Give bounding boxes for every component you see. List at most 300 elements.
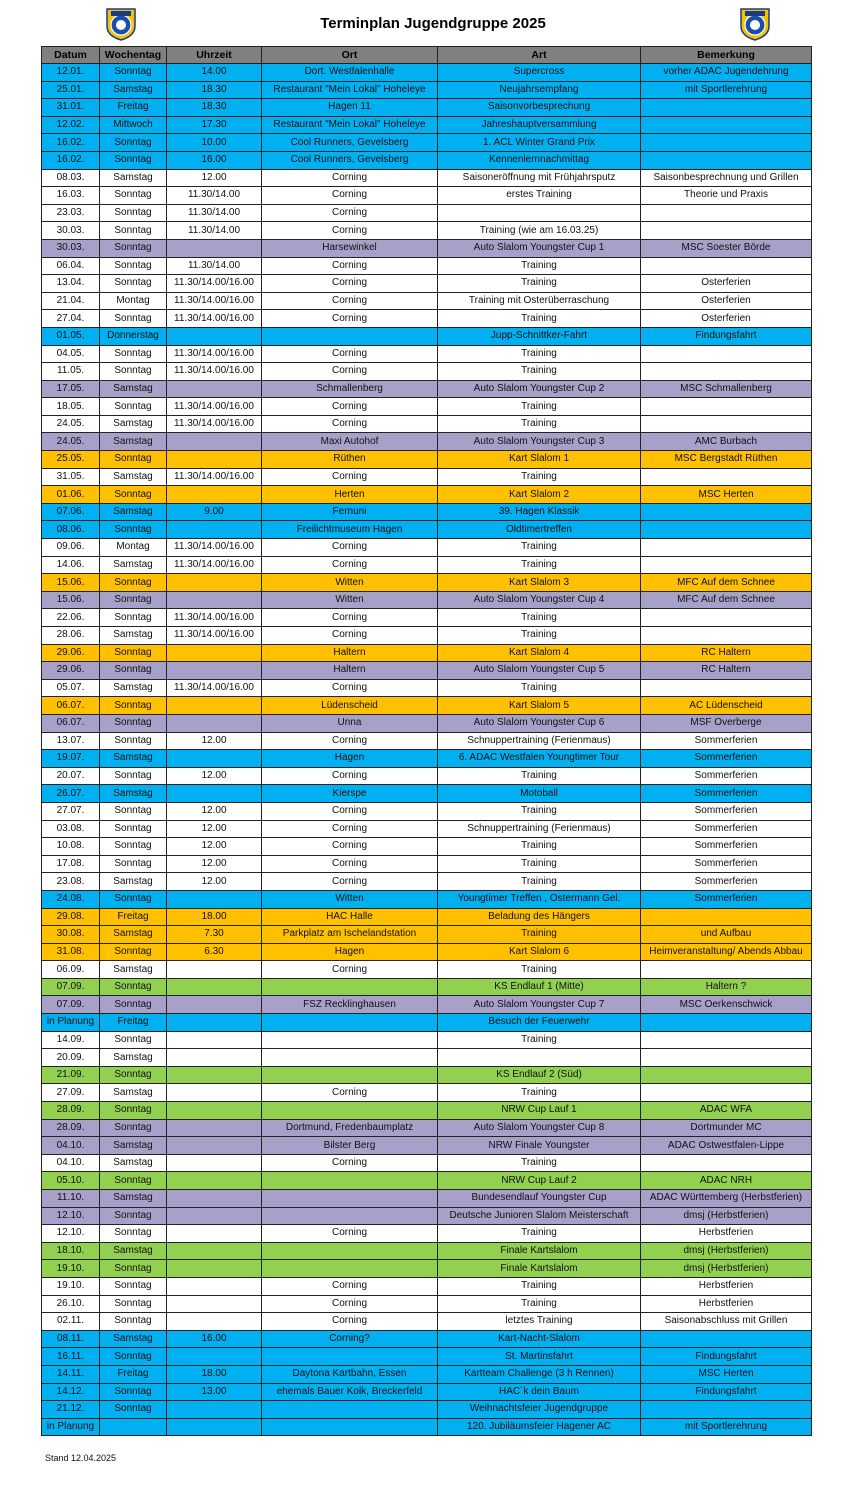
table-row (42, 1207, 812, 1225)
date-cell: 12.10. (42, 1225, 100, 1243)
date-cell: 14.09. (42, 1031, 100, 1049)
remark-cell: Findungsfahrt (641, 1348, 812, 1366)
location-cell: Corning (262, 292, 438, 310)
table-row (42, 1137, 812, 1155)
remark-cell: ADAC NRH (641, 1172, 812, 1190)
remark-cell (641, 1014, 812, 1032)
time-cell: 12.00 (167, 820, 262, 838)
time-cell: 11.30/14.00/16.00 (167, 345, 262, 363)
location-cell: Corning (262, 310, 438, 328)
remark-cell (641, 679, 812, 697)
date-cell: 05.10. (42, 1172, 100, 1190)
remark-cell (641, 151, 812, 169)
weekday-cell: Sonntag (100, 644, 167, 662)
table-row (42, 838, 812, 856)
time-cell (167, 978, 262, 996)
date-cell: 26.07. (42, 785, 100, 803)
event-cell: Training (438, 257, 641, 275)
event-cell: Training (438, 802, 641, 820)
weekday-cell: Sonntag (100, 1225, 167, 1243)
remark-cell (641, 908, 812, 926)
table-row (42, 187, 812, 205)
date-cell: 01.06. (42, 486, 100, 504)
event-cell: Training (438, 398, 641, 416)
location-cell: Corning (262, 679, 438, 697)
event-cell: Finale Kartslalom (438, 1260, 641, 1278)
remark-cell: Herbstferien (641, 1225, 812, 1243)
weekday-cell: Freitag (100, 1365, 167, 1383)
event-cell: Auto Slalom Youngster Cup 5 (438, 662, 641, 680)
remark-cell: ADAC WFA (641, 1102, 812, 1120)
remark-cell: Osterferien (641, 292, 812, 310)
location-cell: Haltern (262, 644, 438, 662)
table-row (42, 1084, 812, 1102)
remark-cell: mit Sportlerehrung (641, 1418, 812, 1436)
date-cell: 14.11. (42, 1365, 100, 1383)
table-row (42, 1242, 812, 1260)
club-logo-right-icon (737, 6, 773, 42)
date-cell: 13.04. (42, 275, 100, 293)
date-cell: 01.05. (42, 327, 100, 345)
date-cell: 08.11. (42, 1330, 100, 1348)
event-cell: Bundesendlauf Youngster Cup (438, 1190, 641, 1208)
table-row (42, 222, 812, 240)
weekday-cell: Samstag (100, 785, 167, 803)
table-row (42, 398, 812, 416)
weekday-cell: Samstag (100, 627, 167, 645)
event-cell: Training (438, 1225, 641, 1243)
time-cell: 11.30/14.00/16.00 (167, 292, 262, 310)
event-cell: Training (438, 961, 641, 979)
remark-cell: Findungsfahrt (641, 1383, 812, 1401)
weekday-cell: Sonntag (100, 1207, 167, 1225)
date-cell: 21.09. (42, 1066, 100, 1084)
date-cell: 28.09. (42, 1119, 100, 1137)
event-cell: KS Endlauf 1 (Mitte) (438, 978, 641, 996)
table-row (42, 697, 812, 715)
weekday-cell: Sonntag (100, 1348, 167, 1366)
weekday-cell: Mittwoch (100, 116, 167, 134)
date-cell: 06.07. (42, 697, 100, 715)
location-cell: Corning (262, 556, 438, 574)
date-cell: 19.10. (42, 1260, 100, 1278)
location-cell: ehemals Bauer Kolk, Breckerfeld (262, 1383, 438, 1401)
event-cell: Auto Slalom Youngster Cup 2 (438, 380, 641, 398)
date-cell: 03.08. (42, 820, 100, 838)
weekday-cell: Freitag (100, 908, 167, 926)
time-cell: 11.30/14.00/16.00 (167, 468, 262, 486)
location-cell: Fernuni (262, 503, 438, 521)
date-cell: 09.06. (42, 539, 100, 557)
date-cell: 04.10. (42, 1137, 100, 1155)
date-cell: 14.12. (42, 1383, 100, 1401)
weekday-cell: Sonntag (100, 978, 167, 996)
remark-cell: Sommerferien (641, 767, 812, 785)
event-cell: Kart-Nacht-Slalom (438, 1330, 641, 1348)
table-row (42, 767, 812, 785)
time-cell (167, 1154, 262, 1172)
remark-cell (641, 1066, 812, 1084)
weekday-cell: Sonntag (100, 1313, 167, 1331)
remark-cell: dmsj (Herbstferien) (641, 1260, 812, 1278)
location-cell: Corning (262, 820, 438, 838)
time-cell: 11.30/14.00/16.00 (167, 275, 262, 293)
time-cell: 18.30 (167, 99, 262, 117)
table-row (42, 750, 812, 768)
date-cell: 29.08. (42, 908, 100, 926)
date-cell: 29.06. (42, 662, 100, 680)
location-cell: Kierspe (262, 785, 438, 803)
remark-cell: MSC Schmallenberg (641, 380, 812, 398)
table-row (42, 539, 812, 557)
header-bemerkung: Bemerkung (641, 47, 812, 64)
time-cell (167, 521, 262, 539)
event-cell: Training (wie am 16.03.25) (438, 222, 641, 240)
weekday-cell: Sonntag (100, 239, 167, 257)
date-cell: 06.04. (42, 257, 100, 275)
remark-cell (641, 556, 812, 574)
event-cell: Motoball (438, 785, 641, 803)
weekday-cell: Sonntag (100, 151, 167, 169)
date-cell: 27.04. (42, 310, 100, 328)
table-row (42, 908, 812, 926)
remark-cell: ADAC Ostwestfalen-Lippe (641, 1137, 812, 1155)
location-cell: Witten (262, 574, 438, 592)
remark-cell (641, 1401, 812, 1419)
time-cell: 12.00 (167, 767, 262, 785)
weekday-cell: Sonntag (100, 732, 167, 750)
table-row (42, 151, 812, 169)
table-row (42, 1049, 812, 1067)
time-cell (167, 714, 262, 732)
event-cell: Auto Slalom Youngster Cup 4 (438, 591, 641, 609)
date-cell: 06.07. (42, 714, 100, 732)
weekday-cell: Samstag (100, 1084, 167, 1102)
location-cell: Corning (262, 961, 438, 979)
remark-cell: MSC Herten (641, 486, 812, 504)
event-cell: Besuch der Feuerwehr (438, 1014, 641, 1032)
table-row (42, 714, 812, 732)
remark-cell: Dortmunder MC (641, 1119, 812, 1137)
date-cell: 06.09. (42, 961, 100, 979)
location-cell: Corning (262, 1084, 438, 1102)
event-cell: Kart Slalom 5 (438, 697, 641, 715)
date-cell: 22.06. (42, 609, 100, 627)
location-cell: Bilster Berg (262, 1137, 438, 1155)
table-row (42, 327, 812, 345)
remark-cell: Findungsfahrt (641, 327, 812, 345)
remark-cell: dmsj (Herbstferien) (641, 1242, 812, 1260)
location-cell: Cool Runners, Gevelsberg (262, 151, 438, 169)
remark-cell: Sommerferien (641, 802, 812, 820)
event-cell: Jahreshauptversammlung (438, 116, 641, 134)
time-cell (167, 1014, 262, 1032)
location-cell (262, 1049, 438, 1067)
time-cell (167, 1066, 262, 1084)
event-cell: Training (438, 679, 641, 697)
weekday-cell: Sonntag (100, 943, 167, 961)
event-cell: Auto Slalom Youngster Cup 1 (438, 239, 641, 257)
table-row (42, 415, 812, 433)
date-cell: 23.03. (42, 204, 100, 222)
remark-cell: Sommerferien (641, 820, 812, 838)
table-row (42, 468, 812, 486)
weekday-cell: Sonntag (100, 1102, 167, 1120)
time-cell (167, 785, 262, 803)
table-row (42, 574, 812, 592)
date-cell: 25.01. (42, 81, 100, 99)
weekday-cell: Samstag (100, 415, 167, 433)
location-cell: Dortmund, Fredenbaumplatz (262, 1119, 438, 1137)
remark-cell (641, 99, 812, 117)
date-cell: 27.09. (42, 1084, 100, 1102)
table-row (42, 64, 812, 82)
location-cell: Rüthen (262, 451, 438, 469)
remark-cell: vorher ADAC Jugendehrung (641, 64, 812, 82)
weekday-cell: Samstag (100, 169, 167, 187)
date-cell: 26.10. (42, 1295, 100, 1313)
remark-cell (641, 1049, 812, 1067)
weekday-cell: Sonntag (100, 767, 167, 785)
time-cell (167, 1313, 262, 1331)
location-cell (262, 1014, 438, 1032)
event-cell: NRW Cup Lauf 2 (438, 1172, 641, 1190)
time-cell: 11.30/14.00 (167, 257, 262, 275)
time-cell: 18.00 (167, 908, 262, 926)
remark-cell: AC Lüdenscheid (641, 697, 812, 715)
table-row (42, 239, 812, 257)
date-cell: 07.09. (42, 978, 100, 996)
location-cell: Harsewinkel (262, 239, 438, 257)
time-cell: 11.30/14.00/16.00 (167, 415, 262, 433)
event-cell: Deutsche Junioren Slalom Meisterschaft (438, 1207, 641, 1225)
date-cell: 16.02. (42, 134, 100, 152)
table-row (42, 1277, 812, 1295)
remark-cell: Sommerferien (641, 890, 812, 908)
weekday-cell: Sonntag (100, 521, 167, 539)
table-row (42, 926, 812, 944)
location-cell: Corning (262, 627, 438, 645)
event-cell: NRW Finale Youngster (438, 1137, 641, 1155)
remark-cell: MSF Overberge (641, 714, 812, 732)
date-cell: 19.07. (42, 750, 100, 768)
event-cell: Beladung des Hängers (438, 908, 641, 926)
remark-cell (641, 363, 812, 381)
date-cell: 10.08. (42, 838, 100, 856)
table-row (42, 556, 812, 574)
location-cell: Corning (262, 1295, 438, 1313)
table-row (42, 1014, 812, 1032)
table-row (42, 855, 812, 873)
schedule-table (41, 46, 812, 1436)
remark-cell (641, 257, 812, 275)
event-cell: Training (438, 539, 641, 557)
location-cell: Corning (262, 187, 438, 205)
time-cell (167, 644, 262, 662)
weekday-cell: Samstag (100, 468, 167, 486)
location-cell: Dort. Westfalenhalle (262, 64, 438, 82)
header-datum: Datum (42, 47, 100, 64)
event-cell: Kart Slalom 6 (438, 943, 641, 961)
location-cell (262, 1418, 438, 1436)
location-cell (262, 1172, 438, 1190)
location-cell: Corning (262, 1154, 438, 1172)
location-cell: Corning (262, 802, 438, 820)
location-cell: Corning (262, 732, 438, 750)
time-cell: 16.00 (167, 151, 262, 169)
remark-cell: MFC Auf dem Schnee (641, 574, 812, 592)
weekday-cell: Sonntag (100, 64, 167, 82)
date-cell: 21.12. (42, 1401, 100, 1419)
time-cell (167, 380, 262, 398)
weekday-cell: Sonntag (100, 574, 167, 592)
time-cell (167, 1137, 262, 1155)
event-cell: Training (438, 609, 641, 627)
event-cell: Oldtimertreffen (438, 521, 641, 539)
remark-cell: RC Haltern (641, 644, 812, 662)
date-cell: 15.06. (42, 591, 100, 609)
date-cell: 28.09. (42, 1102, 100, 1120)
date-cell: 28.06. (42, 627, 100, 645)
date-cell: 07.09. (42, 996, 100, 1014)
time-cell: 11.30/14.00/16.00 (167, 398, 262, 416)
remark-cell: Saisonbesprechnung und Grillen (641, 169, 812, 187)
table-row (42, 591, 812, 609)
weekday-cell: Sonntag (100, 1383, 167, 1401)
location-cell: Corning (262, 169, 438, 187)
date-cell: 12.01. (42, 64, 100, 82)
table-row (42, 1401, 812, 1419)
time-cell: 11.30/14.00/16.00 (167, 363, 262, 381)
time-cell (167, 1260, 262, 1278)
weekday-cell: Sonntag (100, 714, 167, 732)
table-row (42, 275, 812, 293)
table-row (42, 1365, 812, 1383)
time-cell (167, 451, 262, 469)
date-cell: 11.10. (42, 1190, 100, 1208)
event-cell: HAC´k dein Baum (438, 1383, 641, 1401)
remark-cell (641, 1154, 812, 1172)
location-cell: Corning (262, 539, 438, 557)
location-cell (262, 978, 438, 996)
table-row (42, 1295, 812, 1313)
table-row (42, 310, 812, 328)
weekday-cell: Sonntag (100, 1031, 167, 1049)
time-cell (167, 327, 262, 345)
table-row (42, 1348, 812, 1366)
remark-cell (641, 116, 812, 134)
time-cell (167, 433, 262, 451)
table-row (42, 1260, 812, 1278)
location-cell: Witten (262, 890, 438, 908)
event-cell: Training (438, 345, 641, 363)
weekday-cell: Sonntag (100, 1119, 167, 1137)
remark-cell: MSC Soester Börde (641, 239, 812, 257)
table-row (42, 1313, 812, 1331)
time-cell: 14.00 (167, 64, 262, 82)
time-cell: 11.30/14.00 (167, 187, 262, 205)
location-cell: Corning? (262, 1330, 438, 1348)
time-cell: 6.30 (167, 943, 262, 961)
time-cell (167, 239, 262, 257)
weekday-cell: Sonntag (100, 363, 167, 381)
time-cell (167, 662, 262, 680)
time-cell (167, 574, 262, 592)
event-cell: Training (438, 855, 641, 873)
date-cell: 18.10. (42, 1242, 100, 1260)
time-cell: 12.00 (167, 169, 262, 187)
location-cell: Corning (262, 838, 438, 856)
weekday-cell: Samstag (100, 503, 167, 521)
time-cell: 11.30/14.00/16.00 (167, 556, 262, 574)
date-cell: 17.08. (42, 855, 100, 873)
date-cell: 30.08. (42, 926, 100, 944)
location-cell: Maxi Autohof (262, 433, 438, 451)
table-row (42, 609, 812, 627)
event-cell: Auto Slalom Youngster Cup 3 (438, 433, 641, 451)
weekday-cell: Sonntag (100, 222, 167, 240)
remark-cell (641, 222, 812, 240)
time-cell: 12.00 (167, 873, 262, 891)
weekday-cell: Samstag (100, 556, 167, 574)
remark-cell: Haltern ? (641, 978, 812, 996)
event-cell: Training (438, 1277, 641, 1295)
date-cell: 14.06. (42, 556, 100, 574)
weekday-cell: Samstag (100, 750, 167, 768)
time-cell: 11.30/14.00/16.00 (167, 627, 262, 645)
date-cell: in Planung (42, 1418, 100, 1436)
location-cell (262, 1102, 438, 1120)
remark-cell: RC Haltern (641, 662, 812, 680)
table-row (42, 679, 812, 697)
header-art: Art (438, 47, 641, 64)
time-cell (167, 1242, 262, 1260)
event-cell: Training (438, 1154, 641, 1172)
weekday-cell: Sonntag (100, 890, 167, 908)
date-cell: 04.05. (42, 345, 100, 363)
time-cell (167, 961, 262, 979)
remark-cell (641, 134, 812, 152)
location-cell: Corning (262, 767, 438, 785)
date-cell: 21.04. (42, 292, 100, 310)
event-cell: Training mit Osterüberraschung (438, 292, 641, 310)
location-cell (262, 1260, 438, 1278)
time-cell: 12.00 (167, 855, 262, 873)
remark-cell: Osterferien (641, 275, 812, 293)
weekday-cell: Sonntag (100, 398, 167, 416)
location-cell: Corning (262, 275, 438, 293)
table-row (42, 1066, 812, 1084)
location-cell: Corning (262, 363, 438, 381)
remark-cell (641, 1031, 812, 1049)
date-cell: 30.03. (42, 222, 100, 240)
time-cell (167, 591, 262, 609)
weekday-cell: Sonntag (100, 591, 167, 609)
weekday-cell: Sonntag (100, 204, 167, 222)
weekday-cell: Donnerstag (100, 327, 167, 345)
remark-cell: Sommerferien (641, 838, 812, 856)
location-cell: Corning (262, 468, 438, 486)
date-cell: 15.06. (42, 574, 100, 592)
remark-cell (641, 204, 812, 222)
weekday-cell: Sonntag (100, 1401, 167, 1419)
date-cell: 07.06. (42, 503, 100, 521)
remark-cell: Osterferien (641, 310, 812, 328)
table-row (42, 1418, 812, 1436)
table-row (42, 1154, 812, 1172)
location-cell: Corning (262, 609, 438, 627)
location-cell: Haltern (262, 662, 438, 680)
